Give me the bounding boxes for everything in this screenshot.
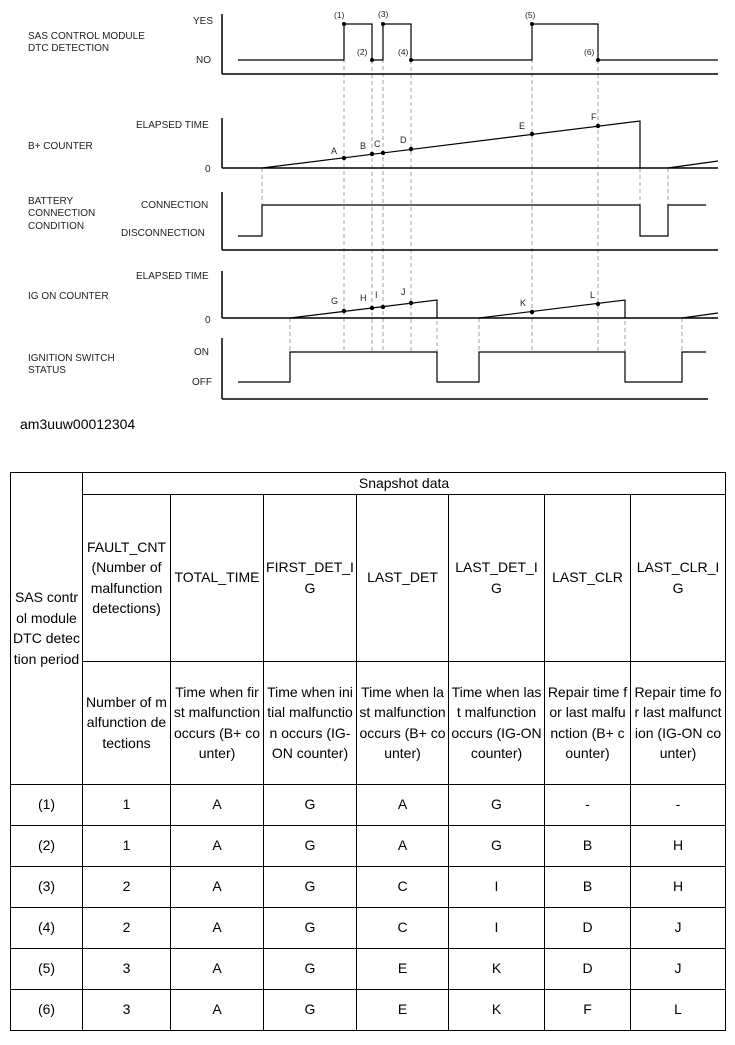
battery-label-line2: CONNECTION bbox=[28, 208, 96, 219]
first-det-ig-cell: G bbox=[264, 907, 357, 948]
first-det-ig-cell: G bbox=[264, 989, 357, 1030]
last-det-cell: C bbox=[357, 907, 449, 948]
ig-point-k bbox=[530, 310, 534, 314]
bplus-point-b bbox=[370, 152, 374, 156]
detection-period-header: SAS control module DTC detection period bbox=[11, 473, 83, 785]
last-det-ig-cell: I bbox=[449, 866, 545, 907]
total-time-cell: A bbox=[171, 784, 264, 825]
ig-point-l bbox=[596, 302, 600, 306]
bplus-point-label-b: B bbox=[360, 141, 367, 151]
ig-point-label-i: I bbox=[375, 290, 378, 300]
period-cell: (2) bbox=[11, 825, 83, 866]
ig-point-label-j: J bbox=[401, 287, 406, 297]
fault-cnt-cell: 1 bbox=[83, 784, 171, 825]
column-desc-last-clr: Repair time for last malfunction (B+ counter) bbox=[545, 661, 631, 784]
event-label-3: (3) bbox=[378, 9, 389, 19]
figure-caption: am3uuw00012304 bbox=[20, 416, 136, 432]
bplus-point-a bbox=[342, 156, 346, 160]
event-dot-3 bbox=[381, 22, 385, 26]
battery-label-line1: BATTERY bbox=[28, 196, 74, 207]
total-time-cell: A bbox=[171, 907, 264, 948]
ig-counter-label: IG ON COUNTER bbox=[28, 291, 109, 302]
table-header-row-1 bbox=[11, 473, 726, 495]
first-det-ig-cell: G bbox=[264, 784, 357, 825]
table-row bbox=[11, 784, 726, 825]
last-clr-cell: B bbox=[545, 825, 631, 866]
last-det-ig-cell: G bbox=[449, 784, 545, 825]
total-time-cell: A bbox=[171, 989, 264, 1030]
bplus-zero-label: 0 bbox=[205, 164, 211, 175]
event-label-2: (2) bbox=[357, 47, 368, 57]
last-det-cell: C bbox=[357, 866, 449, 907]
dtc-label-line1: SAS CONTROL MODULE bbox=[28, 31, 145, 42]
column-header-last-det: LAST_DET bbox=[357, 494, 449, 661]
ignition-on-label: ON bbox=[194, 347, 209, 358]
last-det-ig-cell: G bbox=[449, 825, 545, 866]
dtc-signal bbox=[238, 24, 718, 60]
period-cell: (1) bbox=[11, 784, 83, 825]
last-clr-ig-cell: J bbox=[631, 907, 726, 948]
ignition-section bbox=[28, 338, 708, 399]
ig-point-label-k: K bbox=[520, 298, 527, 308]
bplus-point-e bbox=[530, 132, 534, 136]
table-row bbox=[11, 866, 726, 907]
first-det-ig-cell: G bbox=[264, 866, 357, 907]
snapshot-data-header: Snapshot data bbox=[83, 473, 726, 495]
fault-cnt-cell: 1 bbox=[83, 825, 171, 866]
last-clr-ig-cell: J bbox=[631, 948, 726, 989]
last-clr-ig-cell: L bbox=[631, 989, 726, 1030]
fault-cnt-cell: 2 bbox=[83, 866, 171, 907]
event-label-5: (5) bbox=[525, 10, 536, 20]
last-clr-ig-cell: H bbox=[631, 825, 726, 866]
column-desc-first-det-ig: Time when initial malfunction occurs (IG-ON counter) bbox=[264, 661, 357, 784]
last-clr-cell: B bbox=[545, 866, 631, 907]
ig-point-label-l: L bbox=[590, 290, 596, 300]
ig-ramp-2 bbox=[479, 300, 625, 318]
battery-disconnection-label: DISCONNECTION bbox=[121, 228, 205, 239]
last-det-ig-cell: K bbox=[449, 989, 545, 1030]
timing-diagram bbox=[0, 0, 735, 410]
battery-signal bbox=[238, 205, 706, 236]
ig-counter-section bbox=[28, 271, 718, 326]
last-det-ig-cell: I bbox=[449, 907, 545, 948]
last-det-cell: E bbox=[357, 989, 449, 1030]
table-row bbox=[11, 907, 726, 948]
column-desc-last-det-ig: Time when last malfunction occurs (IG-ON counter) bbox=[449, 661, 545, 784]
event-label-4: (4) bbox=[398, 47, 409, 57]
fault-cnt-cell: 3 bbox=[83, 989, 171, 1030]
bplus-elapsed-label: ELAPSED TIME bbox=[136, 120, 209, 131]
event-label-6: (6) bbox=[584, 47, 595, 57]
last-clr-ig-cell: - bbox=[631, 784, 726, 825]
table-header-row-3 bbox=[11, 661, 726, 784]
fault-cnt-cell: 3 bbox=[83, 948, 171, 989]
event-dot-1 bbox=[342, 22, 346, 26]
ig-point-label-g: G bbox=[331, 296, 339, 306]
dtc-yes-label: YES bbox=[193, 16, 214, 27]
column-header-total-time: TOTAL_TIME bbox=[171, 494, 264, 661]
bplus-ramp bbox=[262, 121, 640, 168]
column-desc-fault-cnt: Number of malfunction detections bbox=[83, 661, 171, 784]
event-label-1: (1) bbox=[334, 10, 345, 20]
total-time-cell: A bbox=[171, 825, 264, 866]
last-clr-cell: D bbox=[545, 948, 631, 989]
dtc-label-line2: DTC DETECTION bbox=[28, 43, 110, 54]
bplus-point-label-c: C bbox=[374, 139, 381, 149]
battery-section bbox=[28, 192, 718, 250]
event-guide-lines bbox=[262, 24, 682, 352]
bplus-point-label-e: E bbox=[519, 121, 526, 131]
ignition-label-line1: IGNITION SWITCH bbox=[28, 353, 115, 364]
bplus-label: B+ COUNTER bbox=[28, 141, 93, 152]
column-header-fault-cnt: FAULT_CNT (Number of malfunction detections) bbox=[83, 494, 171, 661]
first-det-ig-cell: G bbox=[264, 948, 357, 989]
column-desc-last-det: Time when last malfunction occurs (B+ counter) bbox=[357, 661, 449, 784]
last-det-ig-cell: K bbox=[449, 948, 545, 989]
ig-point-g bbox=[342, 309, 346, 313]
total-time-cell: A bbox=[171, 866, 264, 907]
total-time-cell: A bbox=[171, 948, 264, 989]
table-row bbox=[11, 825, 726, 866]
column-desc-last-clr-ig: Repair time for last malfunction (IG-ON counter) bbox=[631, 661, 726, 784]
bplus-point-d bbox=[409, 147, 413, 151]
column-header-last-det-ig: LAST_DET_IG bbox=[449, 494, 545, 661]
event-dot-5 bbox=[530, 22, 534, 26]
last-det-cell: A bbox=[357, 784, 449, 825]
period-cell: (6) bbox=[11, 989, 83, 1030]
column-desc-total-time: Time when first malfunction occurs (B+ counter) bbox=[171, 661, 264, 784]
last-clr-cell: D bbox=[545, 907, 631, 948]
first-det-ig-cell: G bbox=[264, 825, 357, 866]
period-cell: (3) bbox=[11, 866, 83, 907]
battery-connection-label: CONNECTION bbox=[141, 200, 209, 211]
dtc-no-label: NO bbox=[196, 55, 211, 66]
snapshot-table bbox=[10, 472, 726, 1031]
last-clr-ig-cell: H bbox=[631, 866, 726, 907]
column-header-last-clr: LAST_CLR bbox=[545, 494, 631, 661]
bplus-point-label-f: F bbox=[591, 112, 597, 122]
last-clr-cell: F bbox=[545, 989, 631, 1030]
ig-point-j bbox=[409, 301, 413, 305]
fault-cnt-cell: 2 bbox=[83, 907, 171, 948]
ignition-label-line2: STATUS bbox=[28, 365, 66, 376]
dtc-detection-section bbox=[28, 9, 718, 74]
bplus-counter-section bbox=[28, 112, 718, 175]
ig-point-label-h: H bbox=[360, 293, 367, 303]
ig-zero-label: 0 bbox=[205, 315, 211, 326]
last-det-cell: A bbox=[357, 825, 449, 866]
event-dot-4 bbox=[409, 58, 413, 62]
last-det-cell: E bbox=[357, 948, 449, 989]
column-header-first-det-ig: FIRST_DET_IG bbox=[264, 494, 357, 661]
bplus-point-c bbox=[381, 151, 385, 155]
bplus-point-f bbox=[596, 124, 600, 128]
period-cell: (5) bbox=[11, 948, 83, 989]
ig-point-i bbox=[381, 305, 385, 309]
bplus-ramp-restart bbox=[668, 161, 718, 168]
ignition-signal bbox=[238, 352, 706, 382]
last-clr-cell: - bbox=[545, 784, 631, 825]
column-header-last-clr-ig: LAST_CLR_IG bbox=[631, 494, 726, 661]
table-row bbox=[11, 948, 726, 989]
ig-elapsed-label: ELAPSED TIME bbox=[136, 271, 209, 282]
table-header-row-2 bbox=[11, 494, 726, 661]
ig-point-h bbox=[370, 306, 374, 310]
table-row bbox=[11, 989, 726, 1030]
period-cell: (4) bbox=[11, 907, 83, 948]
event-dot-2 bbox=[370, 58, 374, 62]
ignition-off-label: OFF bbox=[192, 377, 212, 388]
event-dot-6 bbox=[596, 58, 600, 62]
bplus-point-label-d: D bbox=[400, 135, 407, 145]
battery-label-line3: CONDITION bbox=[28, 221, 85, 232]
bplus-point-label-a: A bbox=[331, 146, 338, 156]
